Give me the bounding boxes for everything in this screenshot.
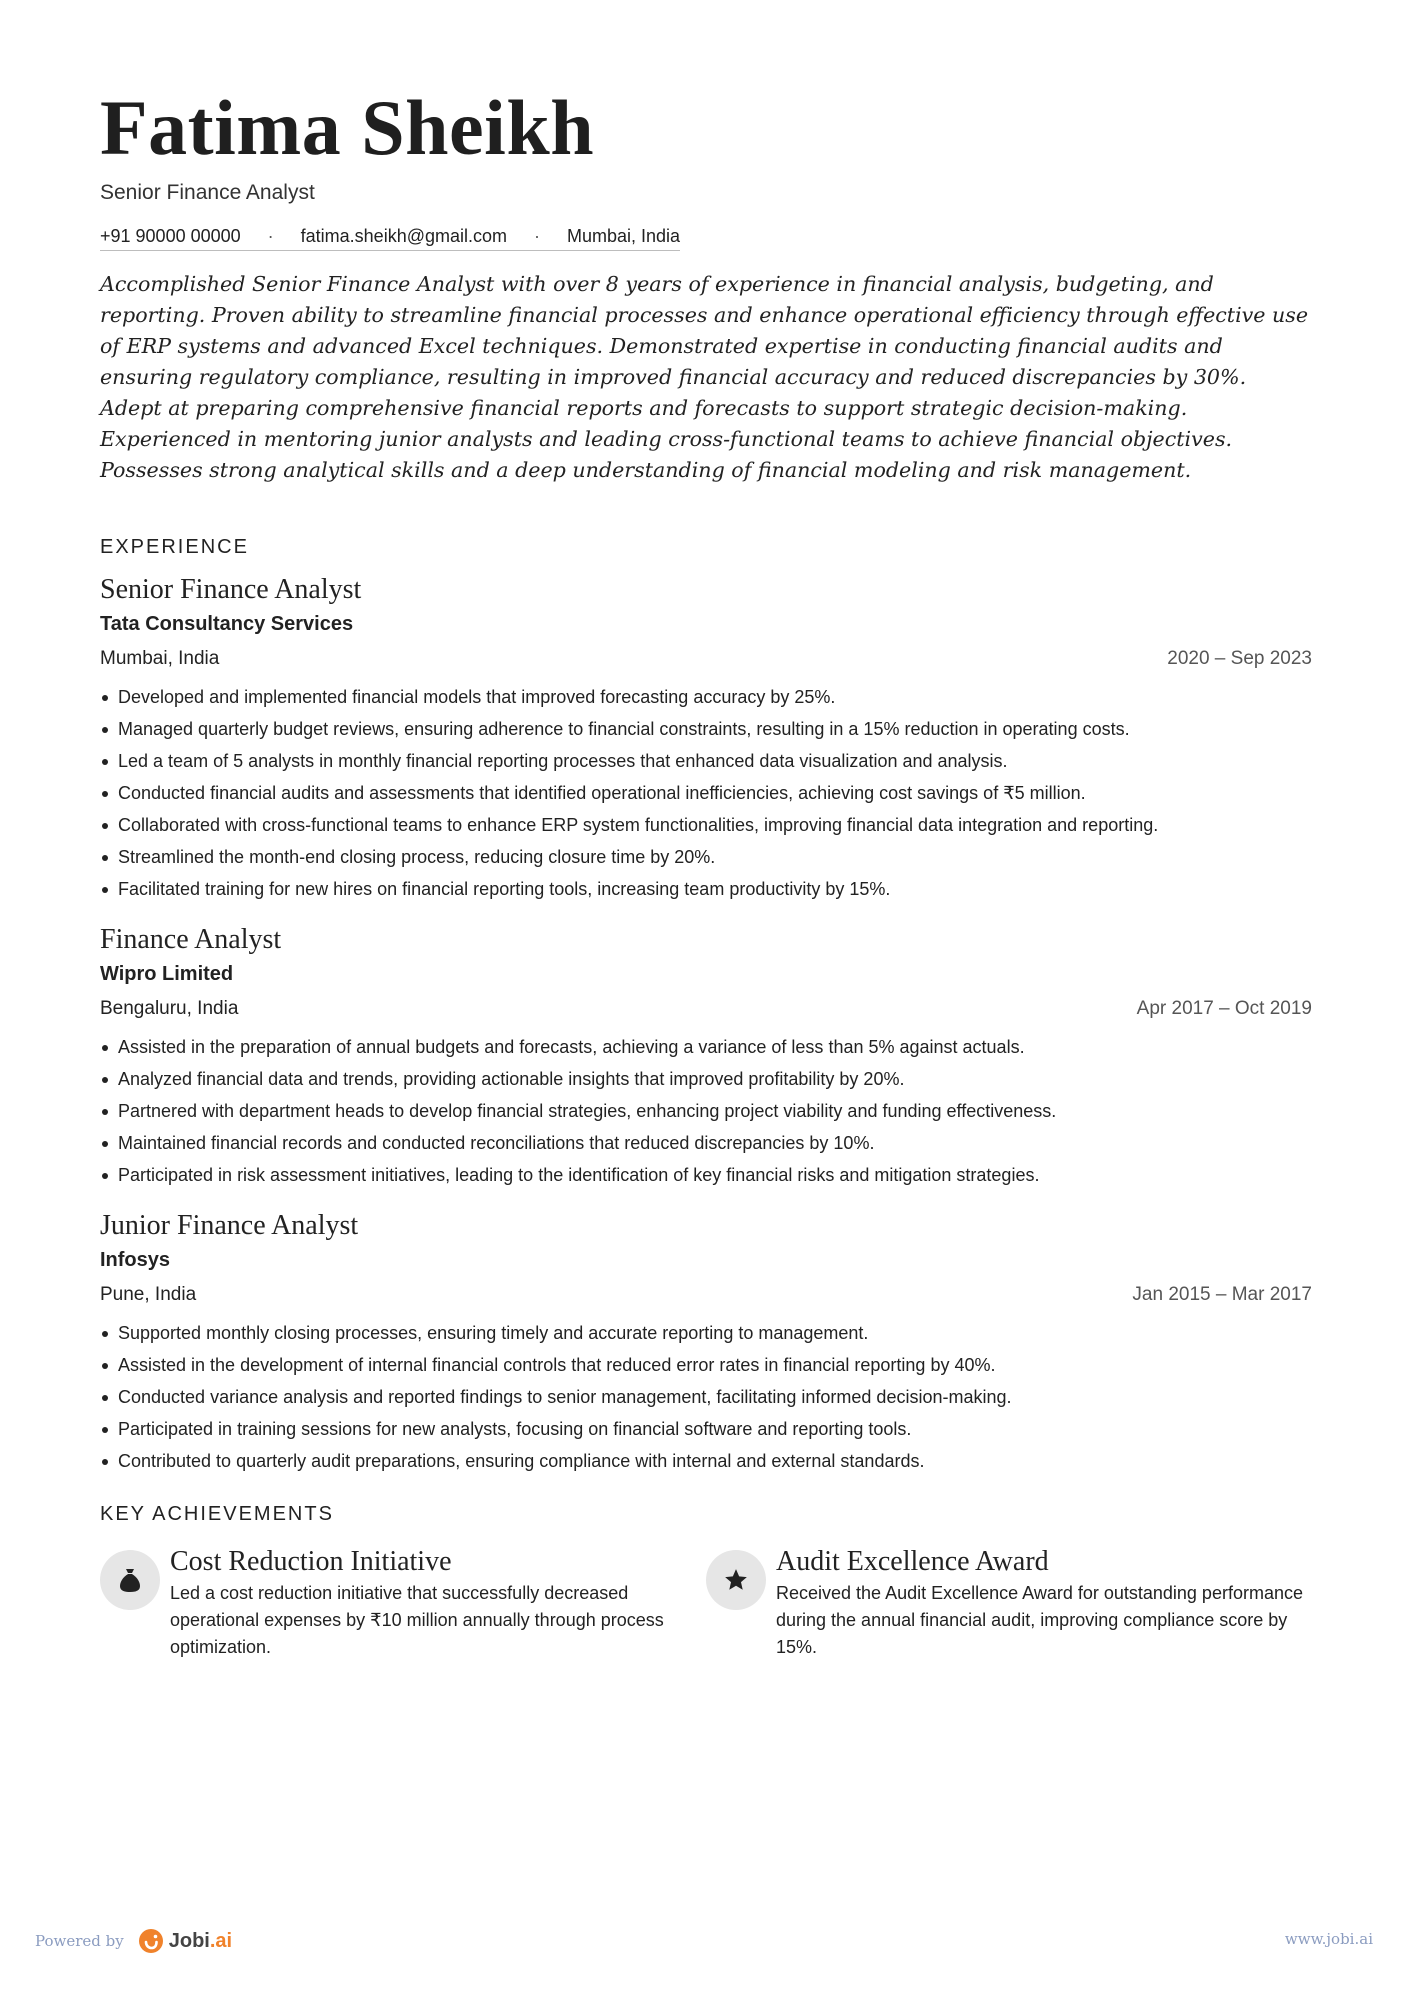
bullet-item: Participated in training sessions for new analysts, focusing on financial software and reporting tools.: [100, 1413, 1312, 1445]
achievements-heading: KEY ACHIEVEMENTS: [100, 1503, 334, 1525]
achievement-title: Audit Excellence Award: [776, 1546, 1049, 1577]
bullet-item: Streamlined the month-end closing process, reducing closure time by 20%.: [100, 841, 1312, 873]
achievement-item: [706, 1546, 1312, 1661]
bullet-item: Maintained financial records and conducted reconciliations that reduced discrepancies by 10%.: [100, 1127, 1312, 1159]
professional-summary: Accomplished Senior Finance Analyst with over 8 years of experience in financial analysis, budgeting, and reporting. Proven ability to streamline financial processes and enhance operational efficiency through effective use of ERP systems and advanced Excel techniques. Demonstrated expertise in conducting financial audits and ensuring regulatory compliance, resulting in improved financial accuracy and reduced discrepancies by 30%. Adept at preparing comprehensive financial reports and forecasts to support strategic decision-making. Experienced in mentoring junior analysts and leading cross-functional teams to achieve financial objectives. Possesses strong analytical skills and a deep understanding of financial modeling and risk management.: [100, 272, 1309, 482]
jobi-brand-suffix: .ai: [209, 1929, 233, 1952]
star-icon: [706, 1550, 766, 1610]
resume-header: [100, 84, 1312, 251]
job-title: Junior Finance Analyst: [100, 1210, 359, 1241]
contact-separator: ·: [534, 226, 540, 246]
resume-content: [100, 84, 1312, 1661]
job-entry: [100, 923, 1312, 1191]
job-bullets: [100, 1317, 1312, 1477]
achievement-description: Received the Audit Excellence Award for outstanding performance during the annual financial audit, improving compliance score by 15%.: [776, 1583, 1303, 1657]
job-meta: [100, 997, 1312, 1021]
job-meta: [100, 1283, 1312, 1307]
bullet-item: Led a team of 5 analysts in monthly financial reporting processes that enhanced data visualization and analysis.: [100, 745, 1312, 777]
contact-row: [100, 226, 680, 251]
bullet-item: Assisted in the development of internal financial controls that reduced error rates in financial reporting by 40%.: [100, 1349, 1312, 1381]
bullet-item: Contributed to quarterly audit preparations, ensuring compliance with internal and external standards.: [100, 1445, 1312, 1477]
bullet-item: Developed and implemented financial models that improved forecasting accuracy by 25%.: [100, 681, 1312, 713]
money-bag-icon: [100, 1550, 160, 1610]
job-location: Mumbai, India: [100, 648, 220, 669]
contact-phone[interactable]: +91 90000 00000: [100, 226, 241, 246]
job-company: Infosys: [100, 1249, 171, 1271]
job-company: Tata Consultancy Services: [100, 613, 354, 635]
powered-by-footer: [35, 1928, 232, 1954]
powered-by-label: Powered by: [35, 1932, 124, 1950]
jobi-brand-name: Jobi: [168, 1929, 210, 1952]
jobi-logo-icon: [138, 1928, 164, 1954]
contact-location: Mumbai, India: [567, 226, 681, 246]
job-company: Wipro Limited: [100, 963, 234, 985]
job-title: Finance Analyst: [100, 924, 282, 955]
experience-heading: EXPERIENCE: [100, 536, 249, 558]
bullet-item: Participated in risk assessment initiatives, leading to the identification of key financial risks and mitigation strategies.: [100, 1159, 1312, 1191]
job-location: Bengaluru, India: [100, 998, 239, 1019]
contact-email[interactable]: fatima.sheikh@gmail.com: [300, 226, 507, 246]
job-dates: Apr 2017 – Oct 2019: [1136, 998, 1312, 1019]
job-dates: Jan 2015 – Mar 2017: [1132, 1284, 1312, 1305]
achievement-body: [170, 1546, 700, 1661]
jobi-logo[interactable]: [138, 1928, 232, 1954]
achievement-body: [776, 1546, 1306, 1661]
bullet-item: Supported monthly closing processes, ensuring timely and accurate reporting to management.: [100, 1317, 1312, 1349]
experience-section: [100, 536, 1312, 1477]
job-bullets: [100, 1031, 1312, 1191]
job-meta: [100, 647, 1312, 671]
bullet-item: Conducted financial audits and assessments that identified operational inefficiencies, achieving cost savings of ₹5 million.: [100, 777, 1312, 809]
achievement-description: Led a cost reduction initiative that successfully decreased operational expenses by ₹10 million annually through process optimization.: [170, 1583, 664, 1657]
bullet-item: Conducted variance analysis and reported findings to senior management, facilitating informed decision-making.: [100, 1381, 1312, 1413]
job-entry: [100, 573, 1312, 905]
website-link[interactable]: www.jobi.ai: [1284, 1930, 1373, 1948]
bullet-item: Partnered with department heads to develop financial strategies, enhancing project viability and funding effectiveness.: [100, 1095, 1312, 1127]
job-entry: [100, 1209, 1312, 1477]
job-title: Senior Finance Analyst: [100, 574, 362, 605]
bullet-item: Analyzed financial data and trends, providing actionable insights that improved profitability by 20%.: [100, 1063, 1312, 1095]
job-bullets: [100, 681, 1312, 905]
candidate-name: Fatima Sheikh: [100, 84, 595, 171]
achievements-grid: [100, 1546, 1312, 1661]
achievements-section: [100, 1503, 1312, 1661]
job-location: Pune, India: [100, 1284, 197, 1305]
contact-separator: ·: [267, 226, 274, 246]
achievement-item: [100, 1546, 706, 1661]
bullet-item: Collaborated with cross-functional teams to enhance ERP system functionalities, improving financial data integration and reporting.: [100, 809, 1312, 841]
achievement-title: Cost Reduction Initiative: [170, 1546, 452, 1577]
job-dates: 2020 – Sep 2023: [1167, 648, 1312, 669]
bullet-item: Facilitated training for new hires on financial reporting tools, increasing team productivity by 15%.: [100, 873, 1312, 905]
bullet-item: Managed quarterly budget reviews, ensuring adherence to financial constraints, resulting in a 15% reduction in operating costs.: [100, 713, 1312, 745]
bullet-item: Assisted in the preparation of annual budgets and forecasts, achieving a variance of less than 5% against actuals.: [100, 1031, 1312, 1063]
candidate-title: Senior Finance Analyst: [100, 181, 315, 204]
